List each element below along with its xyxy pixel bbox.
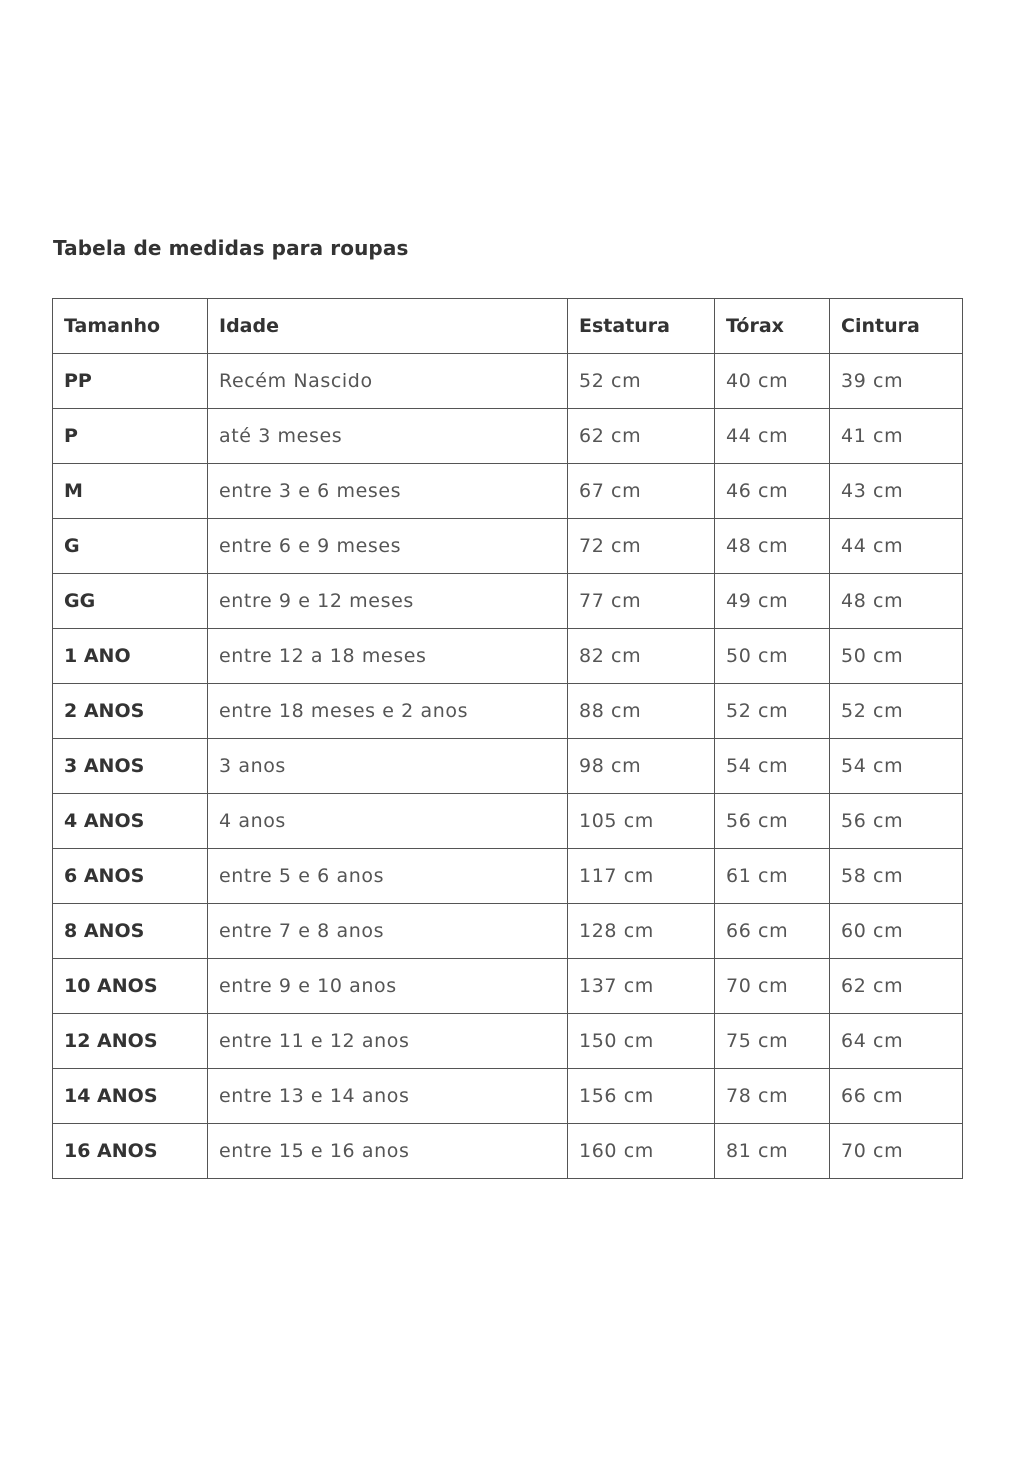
table-row [53, 1124, 963, 1179]
cell-tamanho: 1 ANO [53, 629, 208, 684]
table-row [53, 794, 963, 849]
table-body [53, 354, 963, 1179]
cell-tamanho: 12 ANOS [53, 1014, 208, 1069]
cell-estatura: 150 cm [568, 1014, 715, 1069]
cell-tamanho: PP [53, 354, 208, 409]
cell-idade: 4 anos [208, 794, 568, 849]
cell-idade: entre 18 meses e 2 anos [208, 684, 568, 739]
cell-cintura: 62 cm [830, 959, 963, 1014]
table-row [53, 409, 963, 464]
cell-estatura: 72 cm [568, 519, 715, 574]
table-row [53, 849, 963, 904]
table-row [53, 1014, 963, 1069]
header-torax: Tórax [715, 299, 830, 354]
cell-cintura: 56 cm [830, 794, 963, 849]
cell-cintura: 60 cm [830, 904, 963, 959]
table-row [53, 739, 963, 794]
cell-tamanho: 8 ANOS [53, 904, 208, 959]
cell-estatura: 117 cm [568, 849, 715, 904]
table-row [53, 464, 963, 519]
cell-estatura: 156 cm [568, 1069, 715, 1124]
cell-idade: entre 5 e 6 anos [208, 849, 568, 904]
cell-torax: 52 cm [715, 684, 830, 739]
table-row [53, 354, 963, 409]
cell-torax: 56 cm [715, 794, 830, 849]
cell-idade: entre 9 e 10 anos [208, 959, 568, 1014]
cell-cintura: 58 cm [830, 849, 963, 904]
cell-idade: entre 7 e 8 anos [208, 904, 568, 959]
cell-idade: 3 anos [208, 739, 568, 794]
cell-estatura: 160 cm [568, 1124, 715, 1179]
cell-tamanho: 6 ANOS [53, 849, 208, 904]
cell-torax: 46 cm [715, 464, 830, 519]
cell-cintura: 44 cm [830, 519, 963, 574]
cell-cintura: 41 cm [830, 409, 963, 464]
table-row [53, 1069, 963, 1124]
table-row [53, 629, 963, 684]
cell-estatura: 52 cm [568, 354, 715, 409]
cell-idade: entre 13 e 14 anos [208, 1069, 568, 1124]
cell-torax: 78 cm [715, 1069, 830, 1124]
header-estatura: Estatura [568, 299, 715, 354]
cell-idade: entre 12 a 18 meses [208, 629, 568, 684]
cell-cintura: 48 cm [830, 574, 963, 629]
cell-torax: 49 cm [715, 574, 830, 629]
cell-tamanho: 14 ANOS [53, 1069, 208, 1124]
cell-cintura: 66 cm [830, 1069, 963, 1124]
size-table [52, 298, 963, 1179]
table-row [53, 574, 963, 629]
cell-cintura: 50 cm [830, 629, 963, 684]
header-cintura: Cintura [830, 299, 963, 354]
cell-torax: 48 cm [715, 519, 830, 574]
cell-tamanho: 3 ANOS [53, 739, 208, 794]
cell-cintura: 64 cm [830, 1014, 963, 1069]
cell-torax: 50 cm [715, 629, 830, 684]
table-row [53, 959, 963, 1014]
cell-tamanho: 16 ANOS [53, 1124, 208, 1179]
cell-tamanho: G [53, 519, 208, 574]
cell-estatura: 67 cm [568, 464, 715, 519]
page-title: Tabela de medidas para roupas [53, 236, 409, 260]
cell-idade: até 3 meses [208, 409, 568, 464]
cell-estatura: 88 cm [568, 684, 715, 739]
cell-cintura: 43 cm [830, 464, 963, 519]
cell-idade: entre 6 e 9 meses [208, 519, 568, 574]
cell-cintura: 39 cm [830, 354, 963, 409]
cell-tamanho: 2 ANOS [53, 684, 208, 739]
cell-torax: 61 cm [715, 849, 830, 904]
cell-tamanho: M [53, 464, 208, 519]
cell-estatura: 62 cm [568, 409, 715, 464]
table-row [53, 519, 963, 574]
table-header [53, 299, 963, 354]
cell-idade: entre 3 e 6 meses [208, 464, 568, 519]
cell-estatura: 98 cm [568, 739, 715, 794]
cell-tamanho: 4 ANOS [53, 794, 208, 849]
header-row [53, 299, 963, 354]
cell-torax: 75 cm [715, 1014, 830, 1069]
cell-idade: entre 9 e 12 meses [208, 574, 568, 629]
cell-cintura: 52 cm [830, 684, 963, 739]
cell-cintura: 54 cm [830, 739, 963, 794]
cell-estatura: 77 cm [568, 574, 715, 629]
cell-torax: 54 cm [715, 739, 830, 794]
cell-torax: 44 cm [715, 409, 830, 464]
cell-idade: entre 11 e 12 anos [208, 1014, 568, 1069]
cell-idade: Recém Nascido [208, 354, 568, 409]
cell-estatura: 137 cm [568, 959, 715, 1014]
cell-cintura: 70 cm [830, 1124, 963, 1179]
cell-estatura: 105 cm [568, 794, 715, 849]
cell-tamanho: 10 ANOS [53, 959, 208, 1014]
cell-tamanho: GG [53, 574, 208, 629]
header-tamanho: Tamanho [53, 299, 208, 354]
table-row [53, 684, 963, 739]
cell-idade: entre 15 e 16 anos [208, 1124, 568, 1179]
cell-torax: 70 cm [715, 959, 830, 1014]
cell-torax: 66 cm [715, 904, 830, 959]
cell-estatura: 82 cm [568, 629, 715, 684]
cell-torax: 40 cm [715, 354, 830, 409]
table-row [53, 904, 963, 959]
header-idade: Idade [208, 299, 568, 354]
cell-estatura: 128 cm [568, 904, 715, 959]
cell-torax: 81 cm [715, 1124, 830, 1179]
cell-tamanho: P [53, 409, 208, 464]
